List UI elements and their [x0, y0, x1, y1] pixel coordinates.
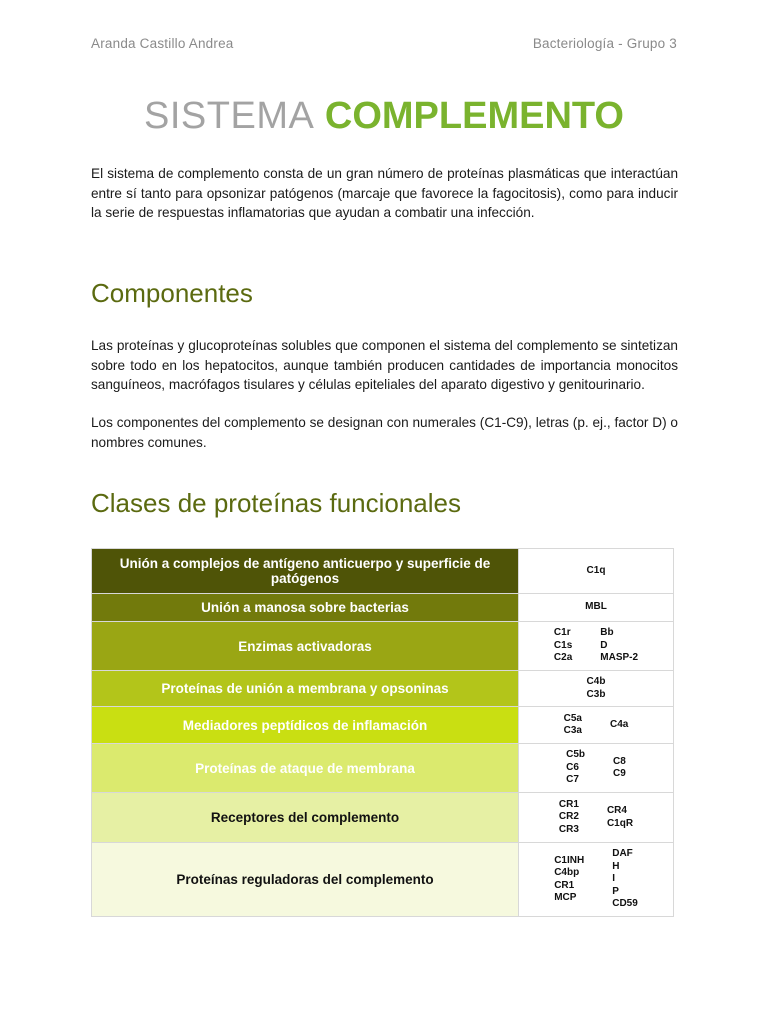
class-proteins — [519, 622, 674, 671]
componentes-paragraph-1: Las proteínas y glucoproteínas solubles que componen el sistema del complemento se sintetizan sobre todo en los hepatocitos, aunque también producen cantidades de importancia monocitos sanguíneos, macrófagos tisulares y células epiteliales del aparato digestivo y genitourinario. — [91, 338, 678, 392]
protein-name: C2a — [553, 652, 573, 664]
protein-name: CR1 — [554, 879, 575, 891]
protein-name: CR4 — [606, 805, 627, 816]
table-row — [92, 549, 674, 594]
protein-name: P — [612, 885, 619, 897]
title-bold: COMPLEMENTO — [324, 95, 624, 137]
class-proteins — [519, 671, 674, 707]
protein-name: C1q — [586, 564, 606, 576]
class-proteins — [519, 744, 674, 793]
protein-name: MBL — [585, 601, 607, 613]
class-proteins — [519, 843, 674, 917]
intro-paragraph: El sistema de complemento consta de un gran número de proteínas plasmáticas que interactúan entre sí tanto para opsonizar patógenos (marcaje que favorece la fagocitosis), como para inducir la serie de respuestas inflamatorias que ayudan a combatir una infección. — [91, 166, 678, 220]
title-light: SISTEMA — [144, 95, 315, 137]
protein-name: C1r — [553, 627, 571, 639]
protein-name: C8 — [613, 755, 626, 767]
class-label: Proteínas de ataque de membrana — [92, 744, 519, 793]
class-proteins — [519, 793, 674, 843]
protein-classes-table — [91, 548, 674, 917]
protein-name: H — [612, 860, 620, 872]
protein-name: CR2 — [558, 811, 579, 823]
protein-name: CR1 — [558, 798, 579, 810]
protein-name: C9 — [613, 768, 626, 779]
protein-name: CR3 — [558, 823, 579, 835]
protein-name: C1s — [553, 639, 573, 651]
table-row — [92, 671, 674, 707]
class-proteins — [519, 707, 674, 744]
class-label: Receptores del complemento — [92, 793, 519, 843]
class-label: Unión a complejos de antígeno anticuerpo y superficie de patógenos — [92, 549, 519, 594]
componentes-paragraph-2: Los componentes del complemento se designan con numerales (C1-C9), letras (p. ej., factor D) o nombres comunes. — [91, 415, 678, 450]
protein-name: DAF — [612, 848, 633, 860]
page-title — [0, 92, 768, 140]
protein-name: C5a — [563, 712, 582, 724]
header-author: Aranda Castillo Andrea — [91, 36, 234, 51]
protein-name: Bb — [600, 627, 614, 639]
protein-name: D — [600, 639, 608, 651]
protein-name: C5b — [566, 749, 586, 761]
table-row — [92, 707, 674, 744]
class-label: Unión a manosa sobre bacterias — [92, 594, 519, 622]
table-row — [92, 744, 674, 793]
protein-name: MCP — [554, 892, 577, 903]
table-row — [92, 622, 674, 671]
header-course: Bacteriología - Grupo 3 — [532, 36, 677, 51]
protein-name: C7 — [566, 774, 579, 786]
class-label: Proteínas reguladoras del complemento — [92, 843, 519, 917]
table-row — [92, 594, 674, 622]
protein-name: C4b — [586, 676, 606, 687]
protein-name: C6 — [566, 761, 579, 773]
class-label: Proteínas de unión a membrana y opsoninas — [92, 671, 519, 707]
table-row — [92, 793, 674, 843]
protein-name: C1qR — [606, 817, 634, 829]
protein-name: C3b — [586, 688, 606, 700]
table-row — [92, 843, 674, 917]
heading-componentes: Componentes — [91, 278, 253, 308]
heading-clases: Clases de proteínas funcionales — [91, 488, 462, 518]
class-label: Mediadores peptídicos de inflamación — [92, 707, 519, 744]
protein-name: MASP-2 — [600, 652, 639, 664]
protein-name: C1INH — [554, 854, 585, 866]
class-proteins — [519, 594, 674, 622]
protein-name: I — [612, 873, 615, 885]
protein-name: C4bp — [554, 867, 580, 878]
class-label: Enzimas activadoras — [92, 622, 519, 671]
protein-name: C3a — [563, 725, 582, 736]
class-proteins — [519, 549, 674, 594]
protein-name: CD59 — [612, 898, 638, 910]
protein-name: C4a — [610, 718, 629, 730]
